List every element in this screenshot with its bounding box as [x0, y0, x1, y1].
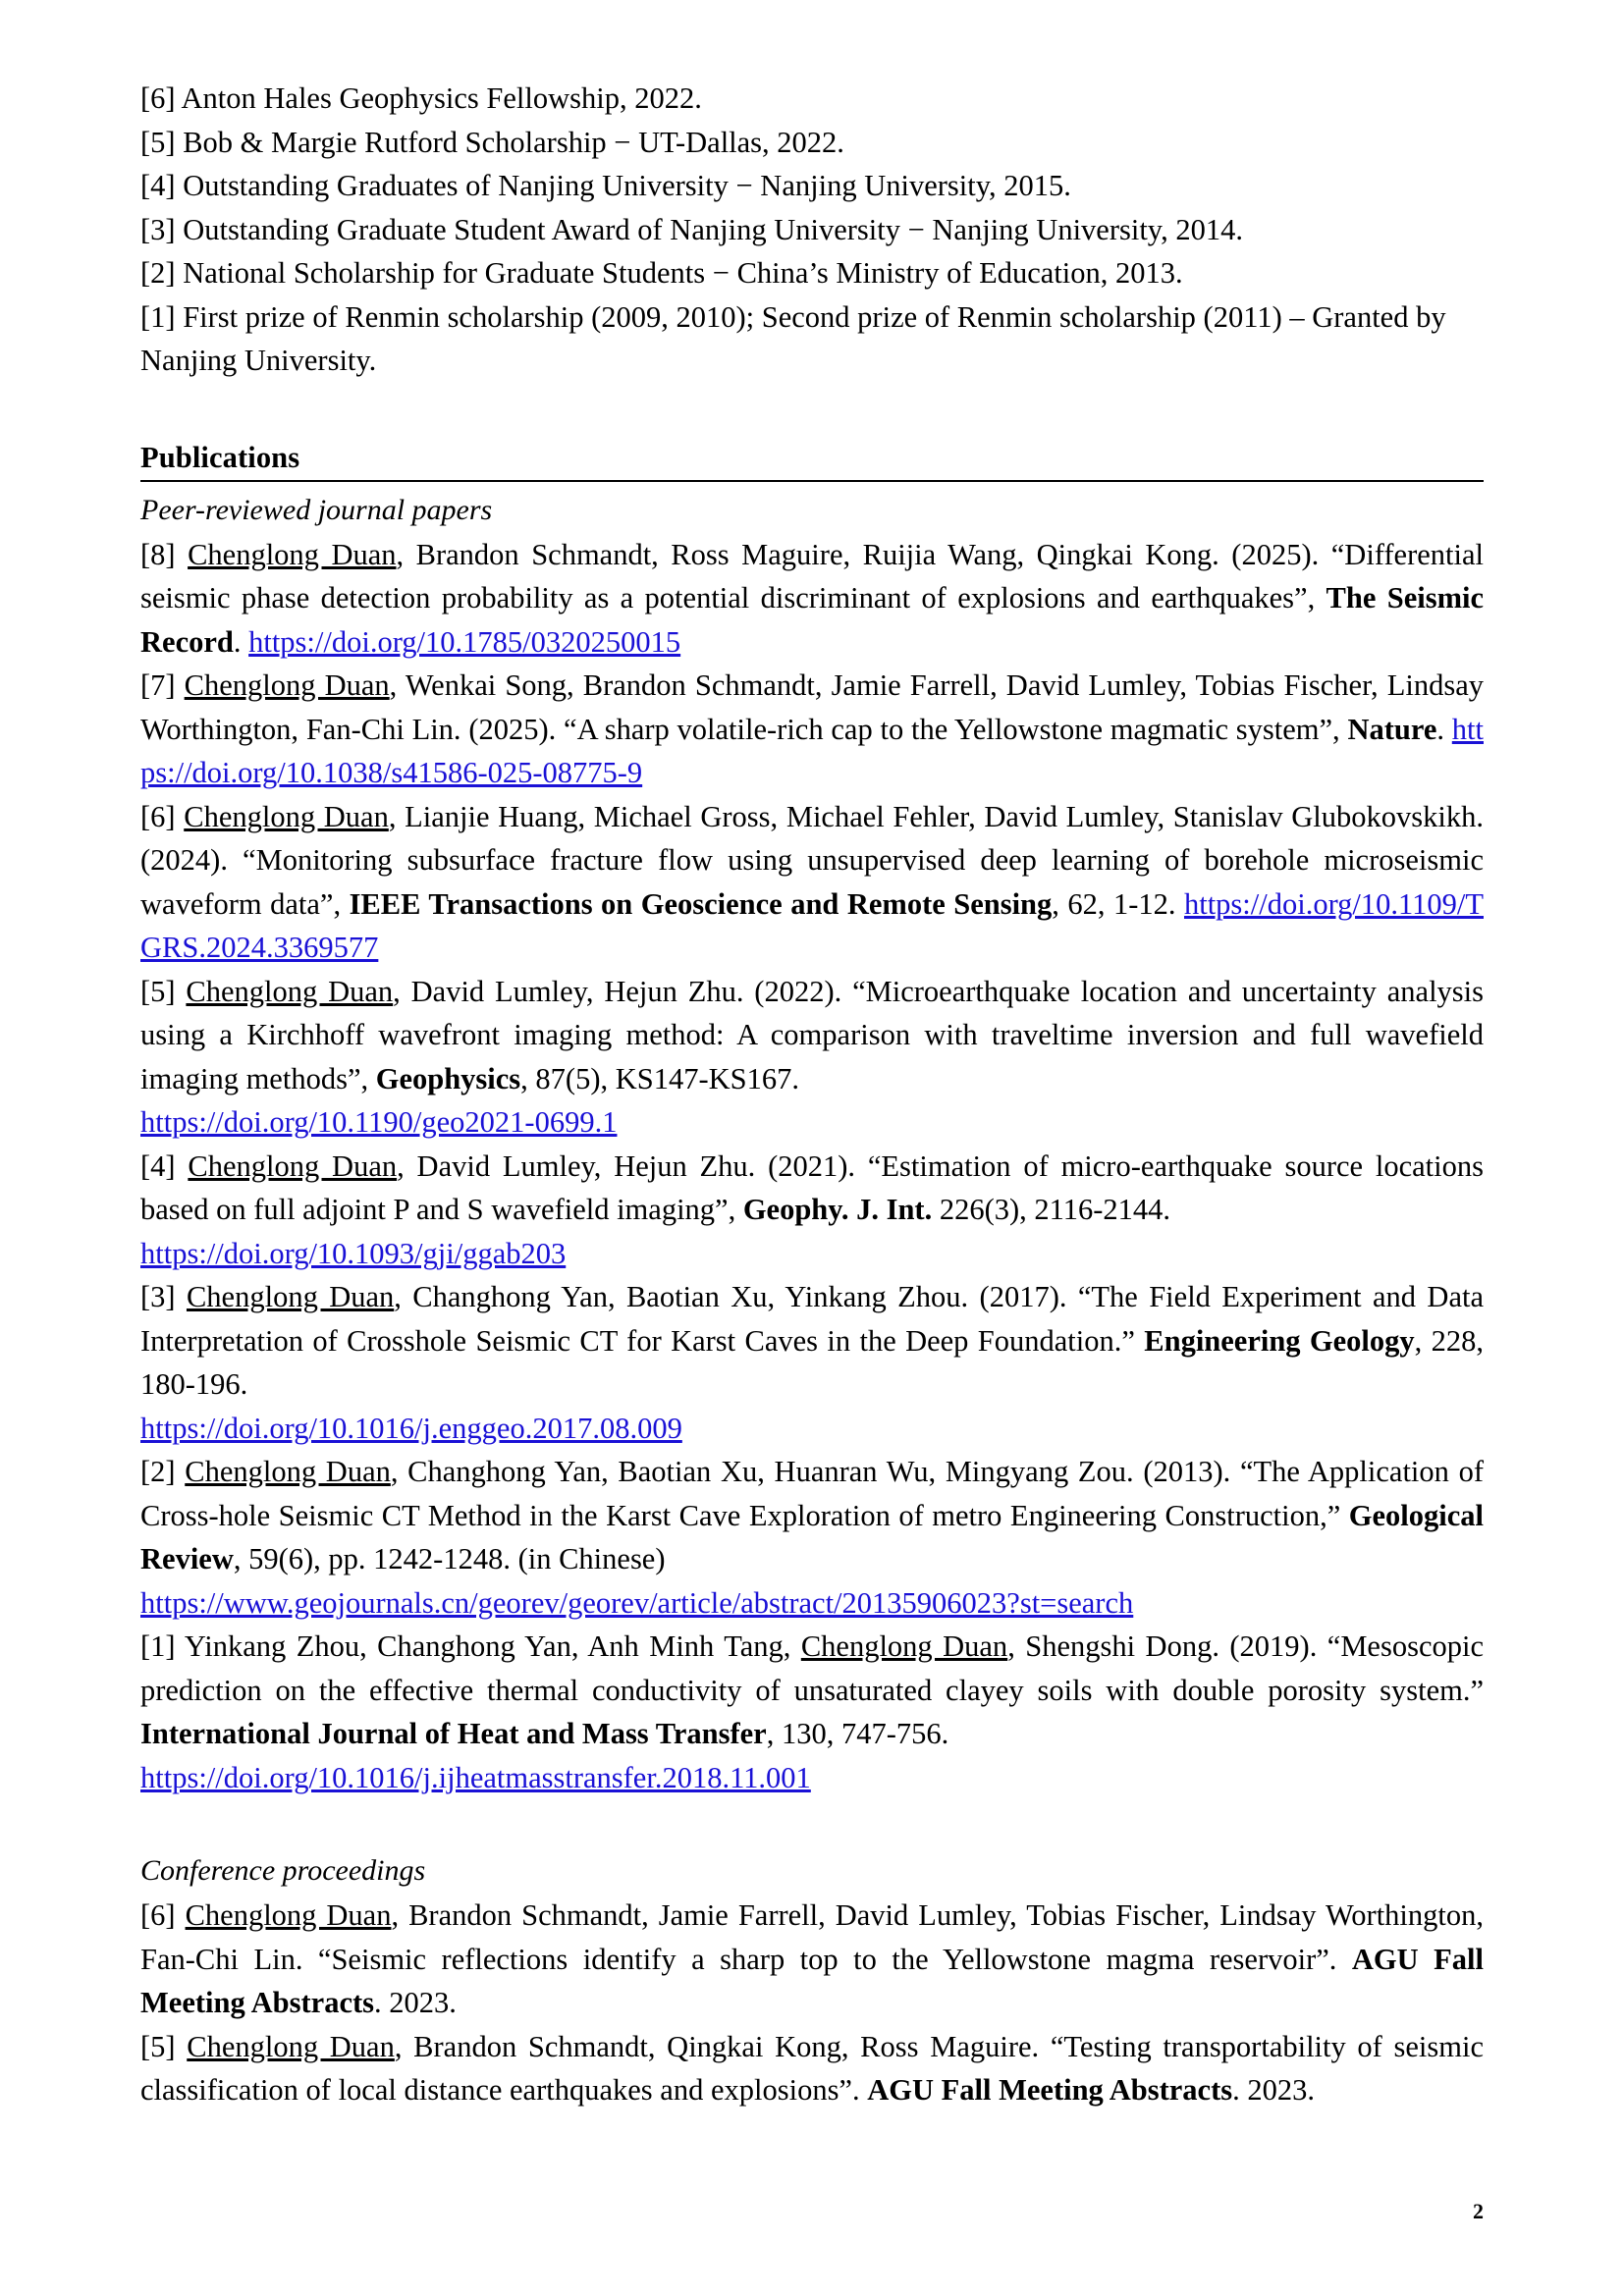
entry-tail: . — [1436, 712, 1452, 746]
entry-prefix-authors: Yinkang Zhou, Changhong Yan, Anh Minh Tang, — [184, 1629, 801, 1663]
journal-name: Geological Review — [140, 1498, 1484, 1575]
self-author-name: Chenglong Duan — [188, 537, 397, 571]
publication-doi-line — [140, 1581, 1484, 1626]
entry-authors: , Brandon Schmandt, Qingkai Kong, Ross Maguire. “Testing transportability of seismic classification of local distance earthquakes and explosions”. — [140, 2029, 1484, 2107]
self-author-name: Chenglong Duan — [187, 2029, 395, 2063]
journal-name: Geophy. J. Int. — [742, 1193, 933, 1226]
award-item: [5] Bob & Margie Rutford Scholarship − UT-Dallas, 2022. — [140, 125, 844, 159]
award-item: [1] First prize of Renmin scholarship (2009, 2010); Second prize of Renmin scholarship (2011) – Granted by Nanjing University. — [140, 299, 1446, 377]
publication-entry — [140, 795, 1484, 970]
publication-entry — [140, 1450, 1484, 1581]
entry-number: [5] — [140, 974, 187, 1008]
entry-number: [2] — [140, 1455, 186, 1488]
entry-tail: , 62, 1-12. — [1052, 886, 1184, 921]
publication-entry — [140, 1145, 1484, 1232]
entry-number: [1] — [140, 1629, 185, 1663]
entry-authors: , David Lumley, Hejun Zhu. (2022). “Microearthquake location and uncertainty analysis using a Kirchhoff wavefront imaging method: A comparison with traveltime inversion and full wavefield imaging methods”, — [140, 974, 1484, 1095]
journal-name: Nature — [1347, 712, 1437, 746]
self-author-name: Chenglong Duan — [800, 1629, 1008, 1663]
entry-tail: 226(3), 2116-2144. — [932, 1193, 1171, 1226]
conference-name: AGU Fall Meeting Abstracts — [867, 2073, 1233, 2107]
self-author-name: Chenglong Duan — [188, 1148, 398, 1183]
subsection-heading-conference: Conference proceedings — [140, 1854, 426, 1887]
award-item: [6] Anton Hales Geophysics Fellowship, 2022. — [140, 81, 702, 115]
publication-entry — [140, 1625, 1484, 1756]
award-item: [3] Outstanding Graduate Student Award of Nanjing University − Nanjing University, 2014. — [140, 212, 1243, 246]
doi-link[interactable]: https://doi.org/10.1190/geo2021-0699.1 — [140, 1105, 618, 1139]
entry-number: [4] — [140, 1148, 189, 1183]
award-item: [4] Outstanding Graduates of Nanjing University − Nanjing University, 2015. — [140, 169, 1071, 202]
entry-authors: , Changhong Yan, Baotian Xu, Yinkang Zhou. (2017). “The Field Experiment and Data Interpretation of Crosshole Seismic CT for Karst Caves in the Deep Foundation.” — [140, 1280, 1484, 1358]
journal-name: Engineering Geology — [1144, 1323, 1415, 1358]
self-author-name: Chenglong Duan — [184, 799, 389, 833]
entry-authors: , Shengshi Dong. (2019). “Mesoscopic prediction on the effective thermal conductivity of unsaturated clayey soils with double porosity system.” — [140, 1629, 1485, 1707]
doi-link[interactable]: https://doi.org/10.1016/j.enggeo.2017.08.009 — [140, 1411, 682, 1445]
entry-number: [8] — [140, 537, 189, 571]
subsection-heading-journal: Peer-reviewed journal papers — [140, 493, 493, 526]
entry-tail: . — [233, 624, 249, 659]
award-item: [2] National Scholarship for Graduate Students − China’s Ministry of Education, 2013. — [140, 256, 1183, 290]
entry-number: [6] — [140, 1898, 186, 1932]
entry-number: [6] — [140, 799, 185, 833]
journal-name: IEEE Transactions on Geoscience and Remote Sensing — [349, 886, 1053, 921]
entry-tail: , 130, 747-756. — [766, 1717, 949, 1750]
publication-doi-line — [140, 1407, 1484, 1451]
doi-link[interactable]: https://doi.org/10.1016/j.ijheatmasstransfer.2018.11.001 — [140, 1760, 811, 1794]
entry-authors: , David Lumley, Hejun Zhu. (2021). “Estimation of micro-earthquake source locations based on full adjoint P and S wavefield imaging”, — [140, 1148, 1484, 1226]
awards-list — [140, 77, 1484, 383]
doi-link[interactable]: https://doi.org/10.1785/0320250015 — [248, 624, 681, 659]
entry-tail: , 87(5), KS147-KS167. — [520, 1061, 799, 1095]
entry-authors: , Brandon Schmandt, Ross Maguire, Ruijia Wang, Qingkai Kong. (2025). “Differential seismic phase detection probability as a potential discriminant of explosions and earthquakes”, — [140, 537, 1484, 614]
entry-tail: . 2023. — [374, 1986, 457, 2019]
publication-entry — [140, 533, 1484, 665]
self-author-name: Chenglong Duan — [185, 1898, 392, 1932]
conference-entry — [140, 1894, 1484, 2025]
publication-entry — [140, 664, 1484, 795]
entry-number: [3] — [140, 1280, 187, 1313]
entry-number: [5] — [140, 2029, 188, 2063]
entry-tail: . 2023. — [1232, 2073, 1315, 2107]
publication-doi-line — [140, 1232, 1484, 1276]
doi-link[interactable]: https://doi.org/10.1038/s41586-025-08775-9 — [140, 712, 1484, 789]
self-author-name: Chenglong Duan — [184, 668, 390, 702]
entry-number: [7] — [140, 668, 185, 702]
journal-name: Geophysics — [375, 1061, 521, 1095]
entry-authors: , Lianjie Huang, Michael Gross, Michael Fehler, David Lumley, Stanislav Glubokovskikh. (2024). “Monitoring subsurface fracture flow using unsupervised deep learning of borehole microseismic waveform data”, — [140, 799, 1484, 921]
doi-link[interactable]: https://doi.org/10.1109/TGRS.2024.3369577 — [140, 886, 1484, 964]
journal-name: The Seismic Record — [140, 581, 1484, 659]
conference-entry-list — [140, 1894, 1484, 2112]
entry-authors: , Changhong Yan, Baotian Xu, Huanran Wu, Mingyang Zou. (2013). “The Application of Cross-hole Seismic CT Method in the Karst Cave Exploration of metro Engineering Construction,” — [140, 1455, 1484, 1532]
self-author-name: Chenglong Duan — [186, 1280, 395, 1313]
page-number: 2 — [1473, 2199, 1484, 2223]
conference-spacer — [140, 1799, 1484, 1842]
entry-tail: , 228, 180-196. — [140, 1323, 1485, 1401]
publication-doi-line — [140, 1756, 1484, 1800]
doi-link[interactable]: https://doi.org/10.1093/gji/ggab203 — [140, 1236, 567, 1270]
conference-name: AGU Fall Meeting Abstracts — [140, 1942, 1484, 2019]
publication-doi-line — [140, 1100, 1484, 1145]
self-author-name: Chenglong Duan — [186, 974, 394, 1008]
entry-tail: , 59(6), pp. 1242-1248. (in Chinese) — [233, 1542, 666, 1575]
self-author-name: Chenglong Duan — [185, 1455, 391, 1488]
journal-name: International Journal of Heat and Mass Transfer — [140, 1717, 767, 1750]
journal-entry-list — [140, 533, 1484, 1800]
entry-authors: , Brandon Schmandt, Jamie Farrell, David Lumley, Tobias Fischer, Lindsay Worthington, Fan-Chi Lin. “Seismic reflections identify a sharp top to the Yellowstone magma reservoir”. — [140, 1898, 1484, 1976]
page-title: Publications — [140, 438, 1484, 482]
section-spacer — [140, 383, 1484, 438]
entry-authors: , Wenkai Song, Brandon Schmandt, Jamie Farrell, David Lumley, Tobias Fischer, Lindsay Worthington, Fan-Chi Lin. (2025). “A sharp volatile-rich cap to the Yellowstone magmatic system”, — [140, 668, 1484, 746]
page-content — [140, 77, 1484, 2112]
doi-link[interactable]: https://www.geojournals.cn/georev/georev/article/abstract/20135906023?st=search — [140, 1585, 1134, 1620]
conference-entry — [140, 2025, 1484, 2112]
publication-entry — [140, 970, 1484, 1101]
publication-entry — [140, 1275, 1484, 1407]
